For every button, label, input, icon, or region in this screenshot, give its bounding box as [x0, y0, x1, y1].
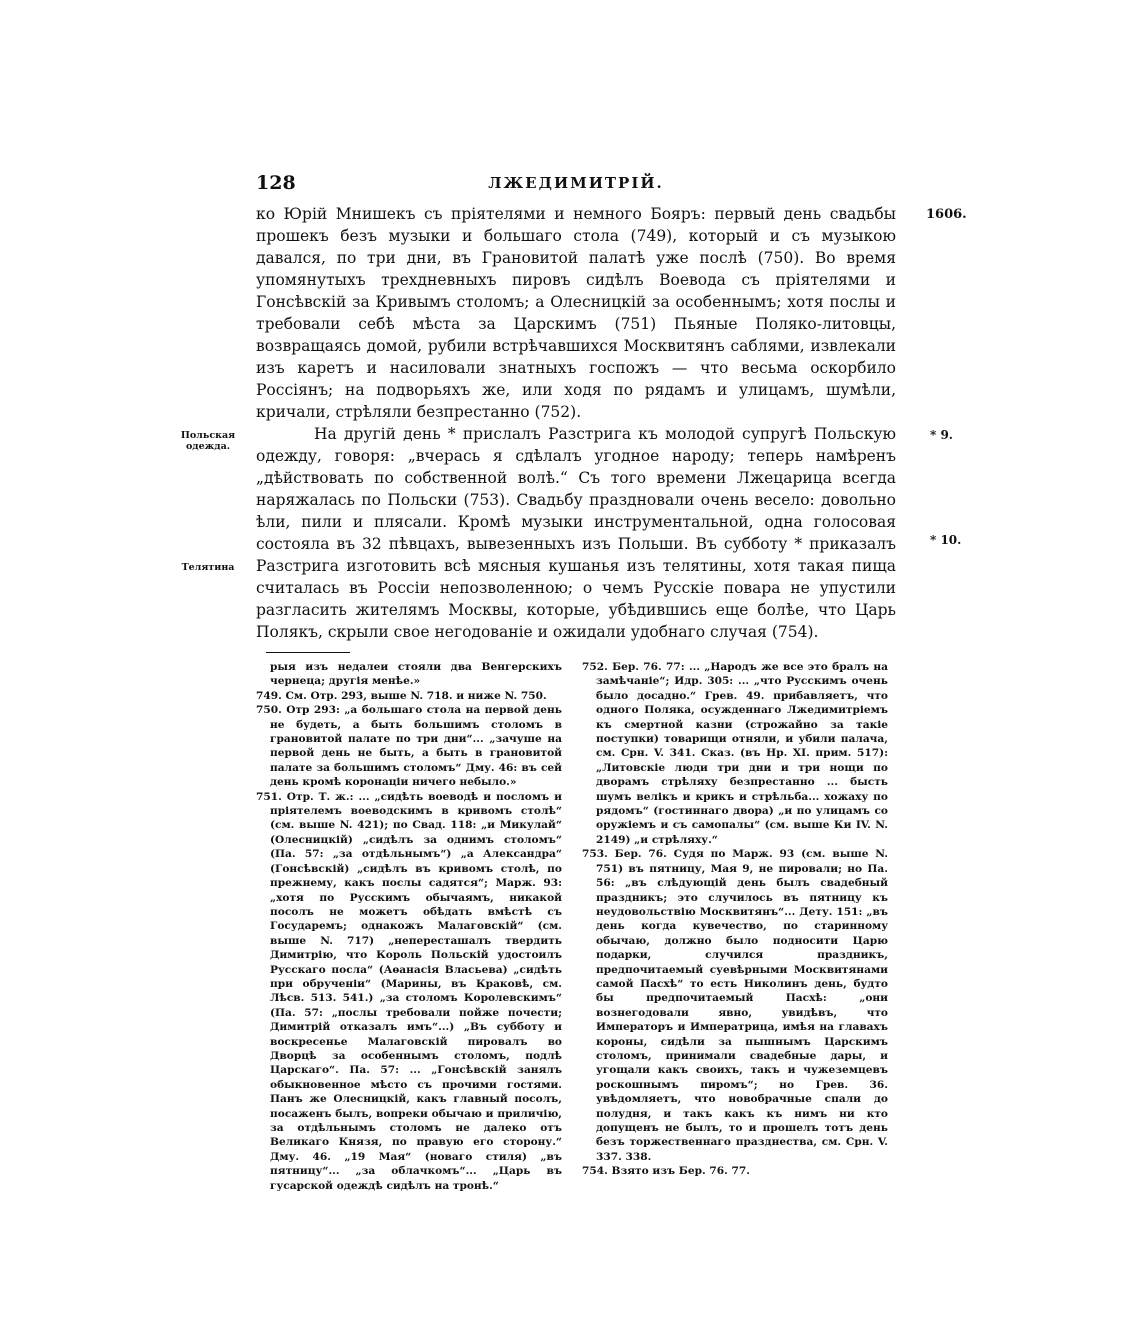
footnote-753: 753. Бер. 76. Судя по Марж. 93 (см. выше N. 751) въ пятницу, Мая 9, не пировали; но Па. 56: „въ слѣдующій день былъ свадебный праздникъ; это случилось въ пятницу къ неудовольствію Москвитянъ“... Дету. 151: „въ день когда кувечество, по старинному обычаю, должно было подносити Царю подарки, случился праздникъ, предпочитаемый суевѣрными Москвитянами самой Пасхѣ“ то есть Николинъ день, будто бы предпочитаемый Пасхѣ: „они вознегодовали явно, увидѣвъ, что Императоръ и Императрица, имѣя на главахъ короны, сидѣли за пышнымъ Царскимъ столомъ, принимали свадебные дары, и угощали какъ своихъ, такъ и чужеземцевъ роскошнымъ пиромъ“; но Грев. 36. увѣдомляетъ, что новобрачные спали до полудня, и такъ какъ къ нимъ ни кто допущенъ не былъ, то и прошелъ тотъ день безъ торжественнаго празднества, см. Срн. V. 337. 338. [582, 848, 888, 1163]
footnotes-left-column [256, 660, 562, 1193]
page-header [256, 172, 896, 198]
footnote-750: 750. Отр 293: „а большаго стола на первой день не будеть, а быть большимъ столомъ в грановитой палате по три дни“... „зачуше на первой день не быть, а быть в грановитой палате за большимъ столомъ“ Дму. 46: въ сей день кромѣ коронаціи ничего небыло.» [256, 704, 562, 789]
footnote-continuation: рыя изъ недалеи стояли два Венгерскихъ чернеца; другія менѣе.» [270, 661, 562, 688]
margin-note-veal: Телятина [181, 562, 235, 573]
paragraph-polish-dress: На другій день * прислалъ Разстрига къ молодой супругѣ Польскую одежду, говоря: „вчерась я сдѣлалъ угодное народу; теперь намѣренъ „дѣйствовать по собственной волѣ.“ Съ того времени Лжецарица всегда наряжалась по Польски (753). Свадьбу праздновали очень весело: довольно ѣли, пили и плясали. Кромѣ музыки инструментальной, одна голосовая состояла въ 32 пѣвцахъ, вывезенныхъ изъ Польши. Въ субботу * приказалъ Разстрига изготовить всѣ мясныя кушанья изъ телятины, хотя такая пища считалась въ Россіи непозволенною; о чемъ Русскіе повара не упустили разгласить жителямъ Москвы, которые, убѣдившись еще болѣе, что Царь Полякъ, скрыли свое негодованіе и ожидали удобнаго случая (754). [256, 425, 896, 641]
page-number: 128 [256, 172, 296, 194]
margin-note-polish-dress: Польская одежда. [180, 430, 236, 452]
footnotes-right-column [582, 660, 888, 1179]
paragraph-wedding: ко Юрій Мнишекъ съ пріятелями и немного Бояръ: первый день свадьбы прошекъ безъ музыки и большаго стола (749), который и съ музыкою давался, по три дни, въ Грановитой палатѣ уже послѣ (750). Во время упомянутыхъ трехдневныхъ пировъ сидѣлъ Воевода съ пріятелями и Гонсѣвскій за Кривымъ столомъ; а Олесницкій за особеннымъ; хотя послы и требовали себѣ мѣста за Царскимъ (751) Пьяные Поляко-литовцы, возвращаясь домой, рубили встрѣчавшихся Москвитянъ саблями, извлекали изъ каретъ и насиловали знатныхъ госпожъ — что весьма оскорбило Россіянъ; на подворьяхъ же, или ходя по рядамъ и улицамъ, шумѣли, кричали, стрѣляли безпрестанно (752). [256, 205, 896, 421]
main-text [256, 203, 896, 643]
footnote-749: 749. См. Отр. 293, выше N. 718. и ниже N. 750. [256, 689, 547, 702]
running-title: ЛЖЕДИМИТРІЙ. [488, 174, 664, 192]
footnote-752: 752. Бер. 76. 77: ... „Народъ же все это бралъ на замѣчаніе“; Идр. 305: ... „что Русскимъ очень было досадно.“ Грев. 49. прибавляетъ, что одного Поляка, осужденнаго Лжедимитріемъ къ смертной казни (строжайно за такіе поступки) товарищи отняли, и убили палача, см. Срн. V. 341. Сказ. (въ Нр. XI. прим. 517): „Литовскіе люди три дни и три нощи по дворамъ стрѣляху безпрестанно ... бысть шумъ велікъ и крикъ и стрѣльба... хожаху по рядомъ“ (гостиннаго двора) „и по улицамъ со оружіемъ и съ самопалы“ (см. выше Ки IV. N. 2149) „и стрѣляху.“ [582, 661, 888, 846]
footnote-754: 754. Взято изъ Бер. 76. 77. [582, 1165, 750, 1178]
margin-year: 1606. [926, 207, 967, 222]
margin-mark-10: * 10. [930, 533, 962, 547]
footnote-rule [266, 652, 350, 653]
margin-mark-9: * 9. [930, 428, 953, 442]
footnote-751: 751. Отр. Т. ж.: ... „сидѣть воеводѣ и посломъ и пріятелемъ воеводскимъ в кривомъ столѣ“ (см. выше N. 421); по Свад. 118: „и Микулай“ (Олесницкій) „сидѣлъ за однимъ столомъ“ (Па. 57: „за отдѣльнымъ“) „а Александра“ (Гонсѣвскій) „сидѣлъ въ кривомъ столѣ, по прежнему, какъ послы садятся“; Марж. 93: „хотя по Русскимъ обычаямъ, никакой посолъ не можетъ обѣдать вмѣстѣ съ Государемъ; однакожъ Малаговскій“ (см. выше N. 717) „непересташалъ твердить Димитрію, что Король Польскій удостоилъ Русскаго посла“ (Аѳанасія Власьева) „сидѣть при обрученіи“ (Марины, въ Краковѣ, см. Лѣсв. 513. 541.) „за столомъ Королевскимъ“ (Па. 57: „послы требовали пойже почести; Димитрій отказалъ имъ“...) „Въ субботу и воскресенье Малаговскій пировалъ во Дворцѣ за особеннымъ столомъ, подлѣ Царскаго“. Па. 57: ... „Гонсѣвскій занялъ обыкновенное мѣсто съ прочими гостями. Панъ же Олесницкій, какъ главный посолъ, посаженъ былъ, вопреки обычаю и приличію, за отдѣльнымъ столомъ не далеко отъ Великаго Князя, по правую его сторону.“ Дму. 46. „19 Мая“ (новаго стиля) „въ пятницу“... „за облачкомъ“... „Царь въ гусарской одеждѣ сидѣлъ на тронѣ.“ [256, 790, 562, 1192]
